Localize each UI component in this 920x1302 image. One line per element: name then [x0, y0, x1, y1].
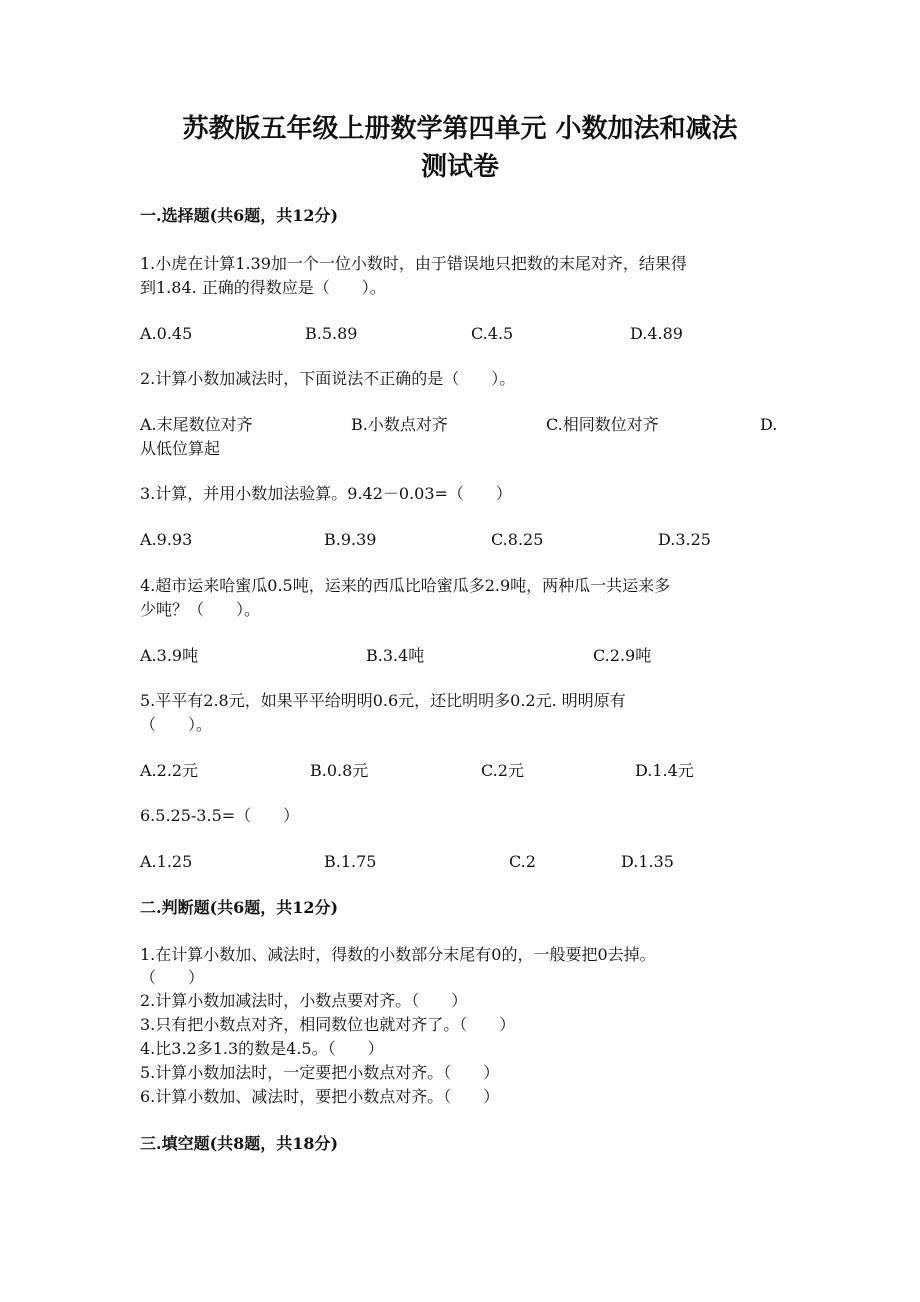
- question-1-line2: 到1.84. 正确的得数应是（ ）。: [140, 278, 386, 297]
- question-2-option-c[interactable]: C.相同数位对齐: [546, 415, 659, 434]
- judge-6: 6.计算小数加、减法时，要把小数点对齐。（ ）: [140, 1087, 500, 1106]
- page-title-line2: 测试卷: [420, 152, 499, 182]
- question-1-option-a[interactable]: A.0.45: [140, 324, 193, 343]
- question-3-option-d[interactable]: D.3.25: [658, 530, 711, 549]
- judge-5: 5.计算小数加法时，一定要把小数点对齐。（ ）: [140, 1063, 500, 1082]
- question-5-line1: 5.平平有2.8元，如果平平给明明0.6元，还比明明多0.2元. 明明原有: [140, 691, 626, 710]
- question-3-option-c[interactable]: C.8.25: [491, 530, 544, 549]
- question-6-option-a[interactable]: A.1.25: [140, 852, 193, 871]
- section-heading-fill: 三.填空题(共8题，共18分): [140, 1134, 339, 1153]
- question-1-line1: 1.小虎在计算1.39加一个一位小数时，由于错误地只把数的末尾对齐，结果得: [140, 254, 687, 273]
- question-1-option-b[interactable]: B.5.89: [305, 324, 358, 343]
- question-5-option-c[interactable]: C.2元: [481, 761, 524, 780]
- question-3-option-b[interactable]: B.9.39: [324, 530, 377, 549]
- question-6-option-d[interactable]: D.1.35: [621, 852, 674, 871]
- question-4-option-b[interactable]: B.3.4吨: [366, 646, 425, 665]
- question-2-option-d[interactable]: D.: [760, 415, 778, 434]
- judge-4: 4.比3.2多1.3的数是4.5。（ ）: [140, 1039, 384, 1058]
- judge-1-line1: 1.在计算小数加、减法时，得数的小数部分末尾有0的，一般要把0去掉。: [140, 945, 656, 964]
- question-4-option-c[interactable]: C.2.9吨: [593, 646, 652, 665]
- question-5-option-b[interactable]: B.0.8元: [310, 761, 369, 780]
- question-2-option-b[interactable]: B.小数点对齐: [351, 415, 448, 434]
- question-6-option-c[interactable]: C.2: [509, 852, 536, 871]
- question-3-line1: 3.计算，并用小数加法验算。9.42－0.03=（ ）: [140, 484, 512, 503]
- judge-2: 2.计算小数加减法时，小数点要对齐。（ ）: [140, 991, 468, 1010]
- question-2-option-a[interactable]: A.末尾数位对齐: [140, 415, 253, 434]
- section-heading-choice: 一.选择题(共6题，共12分): [140, 206, 339, 225]
- judge-1-line2: （ ）: [140, 968, 205, 987]
- question-4-line1: 4.超市运来哈蜜瓜0.5吨，运来的西瓜比哈蜜瓜多2.9吨，两种瓜一共运来多: [140, 576, 671, 595]
- question-5-option-d[interactable]: D.1.4元: [635, 761, 694, 780]
- question-2-line1: 2.计算小数加减法时，下面说法不正确的是（ ）。: [140, 369, 516, 388]
- judge-3: 3.只有把小数点对齐，相同数位也就对齐了。（ ）: [140, 1015, 516, 1034]
- question-1-option-c[interactable]: C.4.5: [471, 324, 514, 343]
- question-6-option-b[interactable]: B.1.75: [324, 852, 377, 871]
- question-5-option-a[interactable]: A.2.2元: [140, 761, 199, 780]
- section-heading-judge: 二.判断题(共6题，共12分): [140, 898, 339, 917]
- page-title-line1: 苏教版五年级上册数学第四单元 小数加法和减法: [182, 114, 738, 144]
- question-4-line2: 少吨？（ ）。: [140, 600, 261, 619]
- question-3-option-a[interactable]: A.9.93: [140, 530, 193, 549]
- question-2-option-d-text[interactable]: 从低位算起: [140, 439, 221, 458]
- question-5-line2: （ ）。: [140, 715, 213, 734]
- question-1-option-d[interactable]: D.4.89: [630, 324, 683, 343]
- question-6-line1: 6.5.25-3.5=（ ）: [140, 806, 300, 825]
- question-4-option-a[interactable]: A.3.9吨: [140, 646, 199, 665]
